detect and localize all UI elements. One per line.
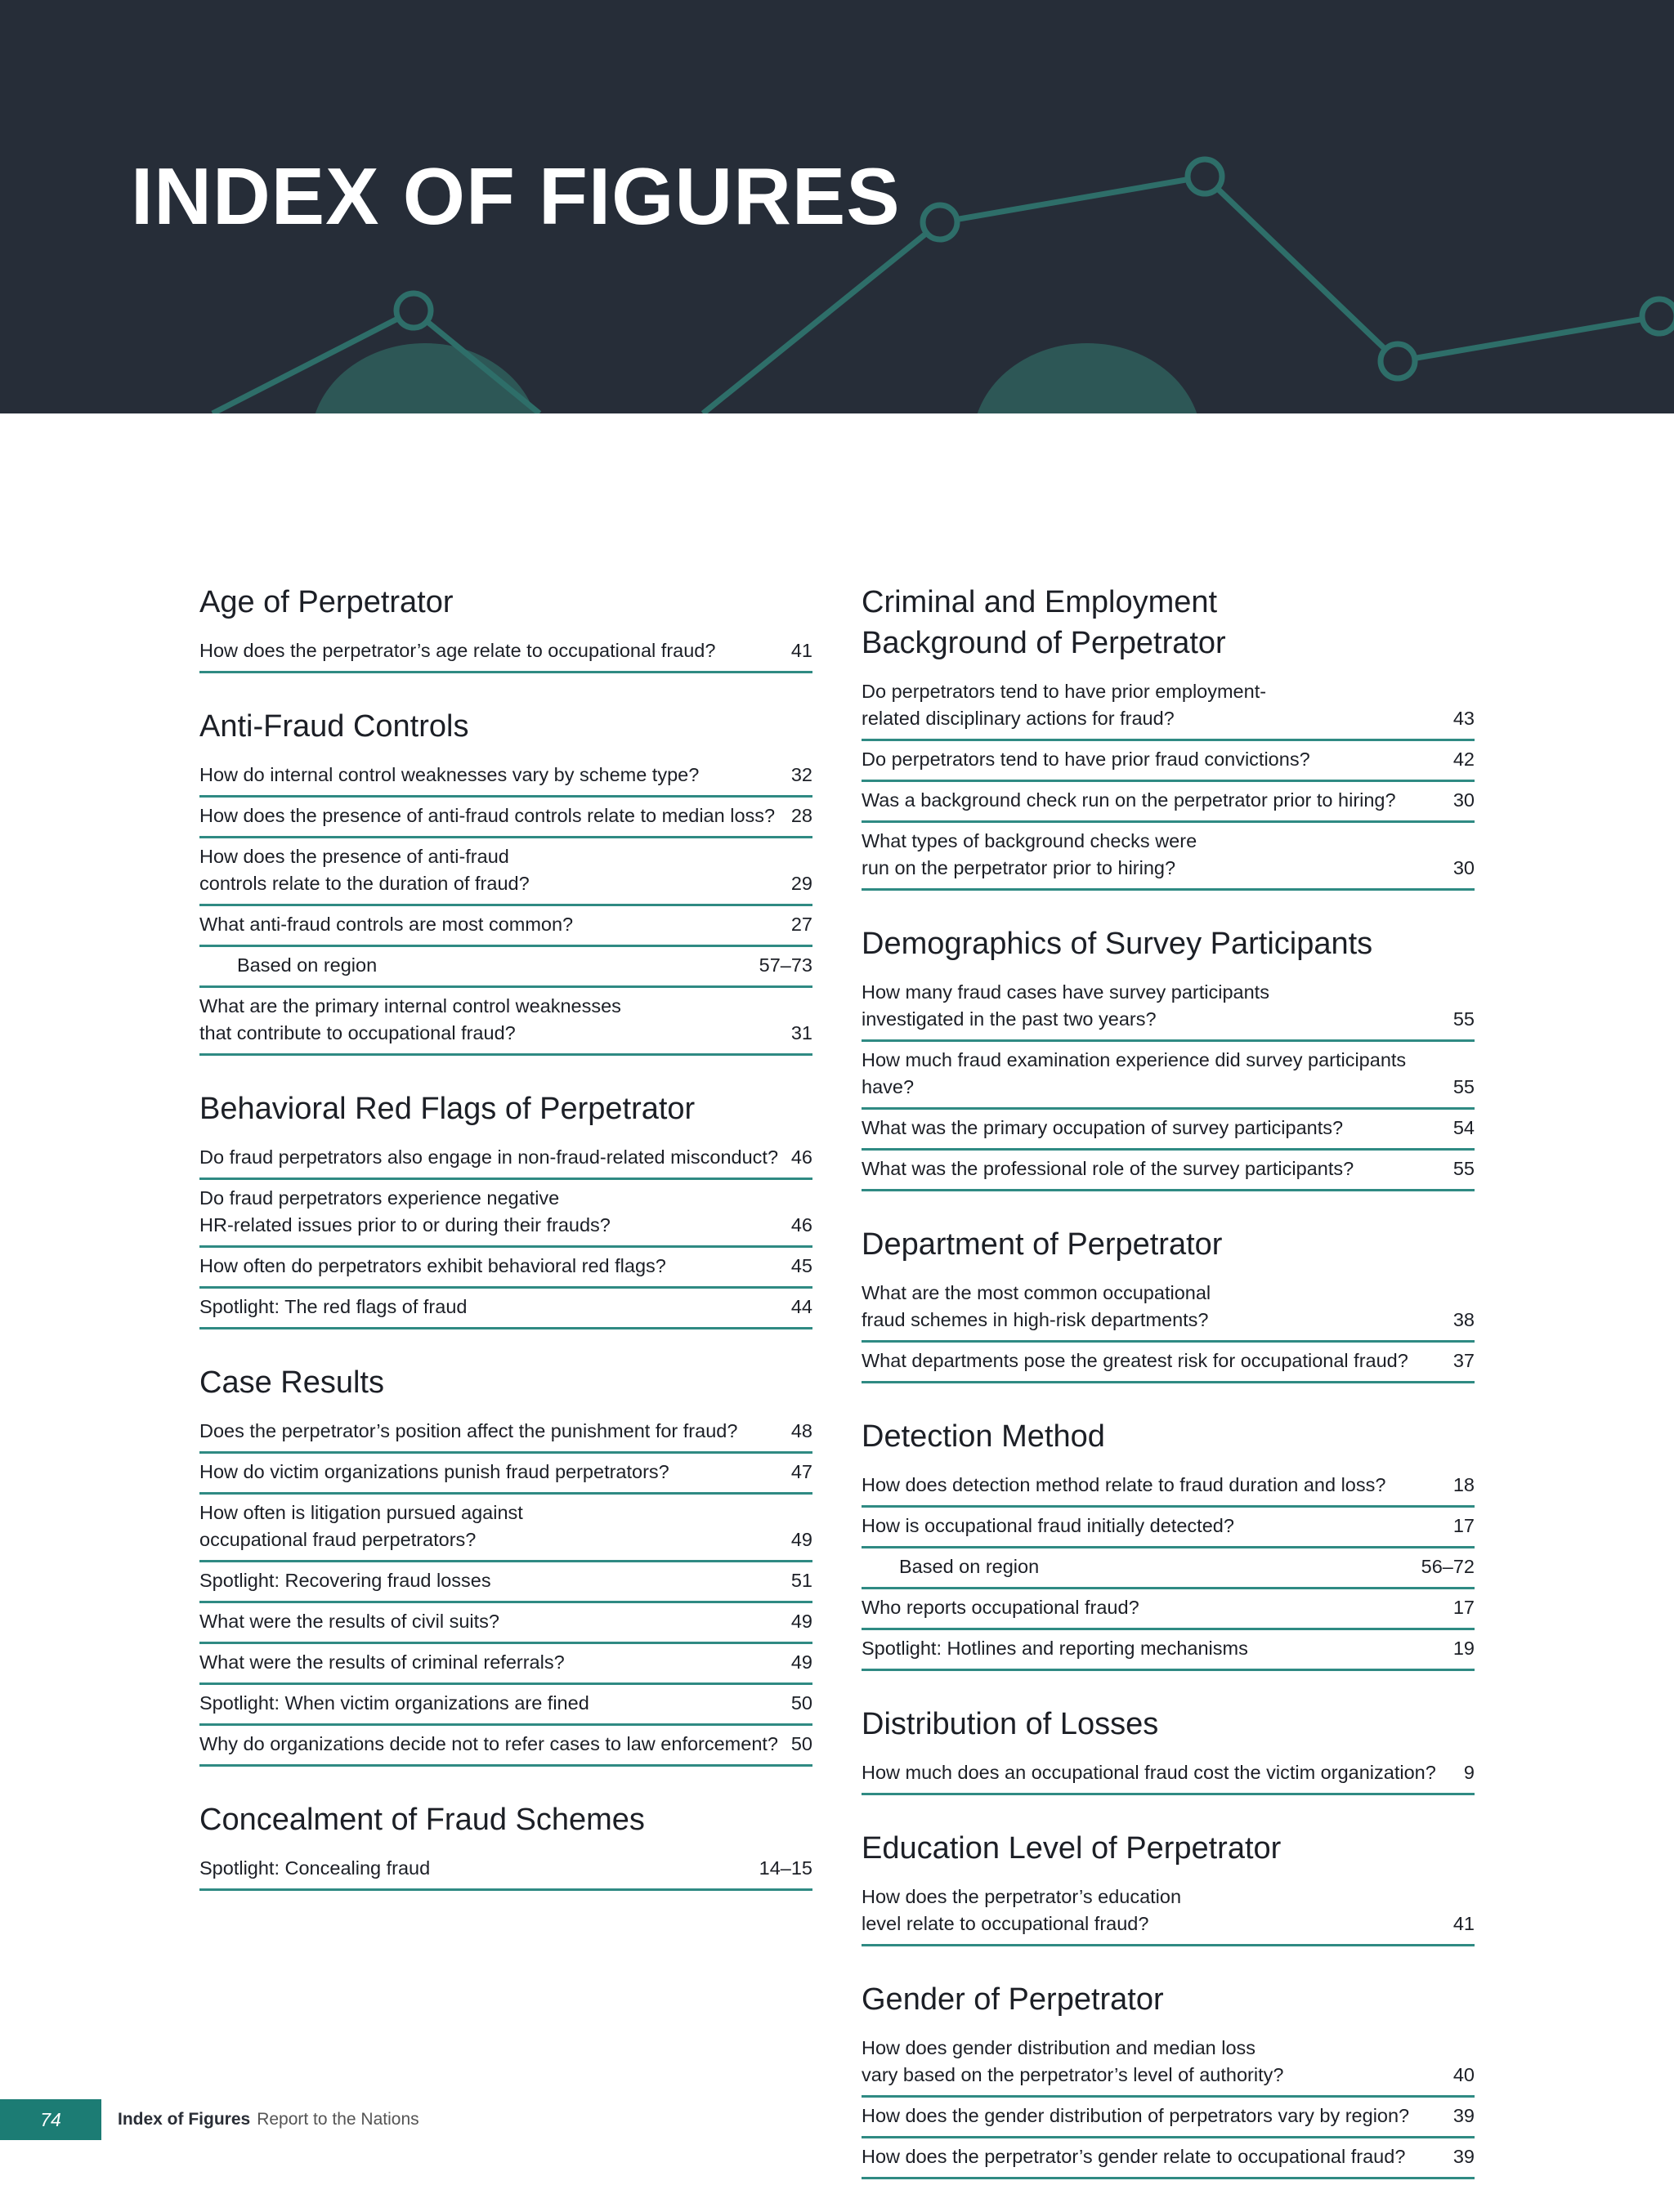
index-entry[interactable] (199, 906, 812, 947)
entry-question: What anti-fraud controls are most common? (199, 914, 574, 935)
entry-question: Why do organizations decide not to refer cases to law enforcement? (199, 1733, 778, 1754)
entry-question: How many fraud cases have survey participants investigated in the past two years? (862, 981, 1269, 1030)
entry-page-number: 55 (1452, 1008, 1475, 1030)
entry-question: How do internal control weaknesses vary by scheme type? (199, 764, 700, 785)
entry-page-number: 43 (1452, 708, 1475, 729)
entry-question: Do fraud perpetrators also engage in non-fraud-related misconduct? (199, 1146, 779, 1168)
entry-question: Based on region (237, 954, 378, 976)
section-demographics-of-survey-participants (862, 923, 1475, 1191)
entry-page-number: 40 (1452, 2064, 1475, 2085)
entry-page-number: 44 (790, 1296, 812, 1317)
index-entry[interactable] (199, 1726, 812, 1767)
entry-question: Do fraud perpetrators experience negative HR-related issues prior to or during their frauds? (199, 1187, 611, 1236)
index-entry[interactable] (862, 1467, 1475, 1508)
entry-page-number: 32 (790, 764, 812, 785)
entry-page-number: 51 (790, 1570, 812, 1591)
entry-page-number: 46 (790, 1146, 812, 1168)
entry-question: Spotlight: Recovering fraud losses (199, 1570, 491, 1591)
index-entry[interactable] (199, 1644, 812, 1685)
entry-page-number: 17 (1452, 1515, 1475, 1536)
index-entry[interactable] (199, 947, 812, 988)
index-entry[interactable] (862, 2138, 1475, 2179)
entry-page-number: 57–73 (759, 954, 812, 976)
entry-page-number: 39 (1452, 2146, 1475, 2167)
left-column (199, 582, 812, 1924)
entry-page-number: 48 (790, 1420, 812, 1441)
entry-page-number: 49 (790, 1611, 812, 1632)
entry-page-number: 14–15 (759, 1857, 812, 1879)
entry-question: Spotlight: Concealing fraud (199, 1857, 431, 1879)
entry-question: How does gender distribution and median loss vary based on the perpetrator’s level of authority? (862, 2037, 1284, 2085)
index-entry[interactable] (199, 1248, 812, 1289)
entry-page-number: 28 (790, 805, 812, 826)
entry-page-number: 19 (1452, 1638, 1475, 1659)
entry-question: What are the primary internal control weaknesses that contribute to occupational fraud? (199, 995, 621, 1043)
entry-question: Was a background check run on the perpetrator prior to hiring? (862, 789, 1396, 811)
entry-page-number: 27 (790, 914, 812, 935)
entry-question: How does the presence of anti-fraud controls relate to median loss? (199, 805, 776, 826)
index-entry[interactable] (862, 1151, 1475, 1191)
entry-page-number: 50 (790, 1733, 812, 1754)
entry-page-number: 41 (1452, 1913, 1475, 1934)
section-title: Distribution of Losses (862, 1707, 1159, 1741)
footer-running-head (118, 2099, 419, 2140)
index-entry[interactable] (862, 1589, 1475, 1630)
entry-page-number: 50 (790, 1692, 812, 1714)
section-title: Behavioral Red Flags of Perpetrator (199, 1092, 696, 1126)
index-entry[interactable] (199, 1850, 812, 1891)
entry-page-number: 46 (790, 1214, 812, 1236)
index-entry[interactable] (199, 838, 812, 906)
section-age-of-perpetrator (199, 582, 812, 673)
entry-question: How does the perpetrator’s gender relate to occupational fraud? (862, 2146, 1406, 2167)
right-column (862, 582, 1475, 2212)
entry-page-number: 18 (1452, 1474, 1475, 1495)
entry-page-number: 9 (1463, 1762, 1475, 1783)
entry-question: What was the professional role of the survey participants? (862, 1158, 1354, 1179)
section-detection-method (862, 1416, 1475, 1671)
index-entry[interactable] (862, 1042, 1475, 1110)
index-entry[interactable] (862, 782, 1475, 823)
index-entry[interactable] (862, 1508, 1475, 1548)
entry-question: How much fraud examination experience did survey participants have? (862, 1049, 1407, 1097)
entry-page-number: 38 (1452, 1309, 1475, 1330)
entry-question: What were the results of civil suits? (199, 1611, 499, 1632)
index-entry[interactable] (199, 757, 812, 798)
section-title: Anti-Fraud Controls (199, 709, 469, 744)
section-anti-fraud-controls (199, 706, 812, 1056)
section-behavioral-red-flags-of-perpetrator (199, 1088, 812, 1329)
entry-question: What are the most common occupational fraud schemes in high-risk departments? (862, 1282, 1211, 1330)
section-title: Age of Perpetrator (199, 585, 454, 619)
index-entry[interactable] (199, 798, 812, 838)
entry-page-number: 31 (790, 1022, 812, 1043)
index-entry[interactable] (199, 1139, 812, 1180)
section-case-results (199, 1362, 812, 1767)
entry-question: How does the perpetrator’s education level relate to occupational fraud? (862, 1886, 1182, 1934)
section-department-of-perpetrator (862, 1224, 1475, 1383)
section-gender-of-perpetrator (862, 1979, 1475, 2179)
index-entry[interactable] (862, 741, 1475, 782)
index-entry[interactable] (862, 974, 1475, 1042)
index-entry[interactable] (199, 1289, 812, 1329)
index-entry[interactable] (862, 2098, 1475, 2138)
entry-page-number: 42 (1452, 749, 1475, 770)
footer-report: Report to the Nations (257, 2110, 419, 2129)
entry-question: How much does an occupational fraud cost the victim organization? (862, 1762, 1436, 1783)
section-title: Demographics of Survey Participants (862, 927, 1373, 961)
entry-question: How does the presence of anti-fraud controls relate to the duration of fraud? (199, 846, 530, 894)
index-entry[interactable] (862, 1110, 1475, 1151)
entry-page-number: 54 (1452, 1117, 1475, 1138)
section-title: Department of Perpetrator (862, 1227, 1223, 1262)
entry-question: Who reports occupational fraud? (862, 1597, 1139, 1618)
section-title: Case Results (199, 1365, 384, 1400)
entry-question: How does detection method relate to fraud duration and loss? (862, 1474, 1386, 1495)
header-banner (0, 0, 1674, 413)
section-distribution-of-losses (862, 1704, 1475, 1795)
index-entry[interactable] (199, 1603, 812, 1644)
entry-page-number: 17 (1452, 1597, 1475, 1618)
index-entry[interactable] (862, 823, 1475, 891)
entry-page-number: 37 (1452, 1350, 1475, 1371)
entry-page-number: 41 (790, 640, 812, 661)
entry-question: What was the primary occupation of survey participants? (862, 1117, 1344, 1138)
entry-question: How often do perpetrators exhibit behavioral red flags? (199, 1255, 666, 1276)
index-entry[interactable] (862, 1754, 1475, 1795)
section-title: Criminal and Employment Background of Perpetrator (862, 585, 1226, 660)
index-entry[interactable] (199, 1180, 812, 1248)
entry-question: Based on region (899, 1556, 1040, 1577)
entry-question: How do victim organizations punish fraud perpetrators? (199, 1461, 669, 1482)
section-title: Detection Method (862, 1419, 1105, 1454)
index-entry[interactable] (862, 1548, 1475, 1589)
index-entry[interactable] (862, 1630, 1475, 1671)
entry-page-number: 49 (790, 1529, 812, 1550)
footer-section: Index of Figures (118, 2110, 251, 2129)
entry-question: Spotlight: The red flags of fraud (199, 1296, 468, 1317)
entry-page-number: 39 (1452, 2105, 1475, 2126)
index-entry[interactable] (862, 673, 1475, 741)
index-entry[interactable] (199, 1495, 812, 1562)
index-entry[interactable] (862, 2030, 1475, 2098)
index-entry[interactable] (199, 1454, 812, 1495)
entry-question: Do perpetrators tend to have prior employment- related disciplinary actions for fraud? (862, 681, 1267, 729)
entry-question: Spotlight: Hotlines and reporting mechanisms (862, 1638, 1248, 1659)
index-entry[interactable] (199, 632, 812, 673)
entry-question: How does the perpetrator’s age relate to occupational fraud? (199, 640, 716, 661)
entry-page-number: 55 (1452, 1076, 1475, 1097)
index-entry[interactable] (862, 1275, 1475, 1343)
entry-page-number: 45 (790, 1255, 812, 1276)
entry-question: Does the perpetrator’s position affect the punishment for fraud? (199, 1420, 738, 1441)
entry-question: Do perpetrators tend to have prior fraud convictions? (862, 749, 1310, 770)
entry-page-number: 30 (1452, 857, 1475, 878)
entry-question: How does the gender distribution of perpetrators vary by region? (862, 2105, 1410, 2126)
index-entry[interactable] (199, 1413, 812, 1454)
section-title: Gender of Perpetrator (862, 1982, 1164, 2017)
entry-page-number: 49 (790, 1651, 812, 1673)
entry-question: What types of background checks were run on the perpetrator prior to hiring? (862, 830, 1197, 878)
index-entry[interactable] (199, 1685, 812, 1726)
entry-page-number: 55 (1452, 1158, 1475, 1179)
entry-question: How often is litigation pursued against occupational fraud perpetrators? (199, 1502, 523, 1550)
section-title: Education Level of Perpetrator (862, 1831, 1282, 1866)
section-title: Concealment of Fraud Schemes (199, 1803, 645, 1837)
entry-page-number: 56–72 (1421, 1556, 1475, 1577)
page-title: INDEX OF FIGURES (131, 151, 901, 241)
entry-question: Spotlight: When victim organizations are fined (199, 1692, 589, 1714)
entry-question: What were the results of criminal referrals? (199, 1651, 565, 1673)
page-number: 74 (0, 2099, 101, 2140)
entry-page-number: 29 (790, 873, 812, 894)
index-entry[interactable] (199, 988, 812, 1056)
section-criminal-and-employment-background-of-perpetrator (862, 582, 1475, 891)
entry-page-number: 30 (1452, 789, 1475, 811)
section-education-level-of-perpetrator (862, 1828, 1475, 1946)
entry-question: What departments pose the greatest risk for occupational fraud? (862, 1350, 1408, 1371)
entry-page-number: 47 (790, 1461, 812, 1482)
index-entry[interactable] (199, 1562, 812, 1603)
index-entry[interactable] (862, 1343, 1475, 1383)
index-entry[interactable] (862, 1879, 1475, 1946)
entry-question: How is occupational fraud initially detected? (862, 1515, 1234, 1536)
section-concealment-of-fraud-schemes (199, 1799, 812, 1891)
